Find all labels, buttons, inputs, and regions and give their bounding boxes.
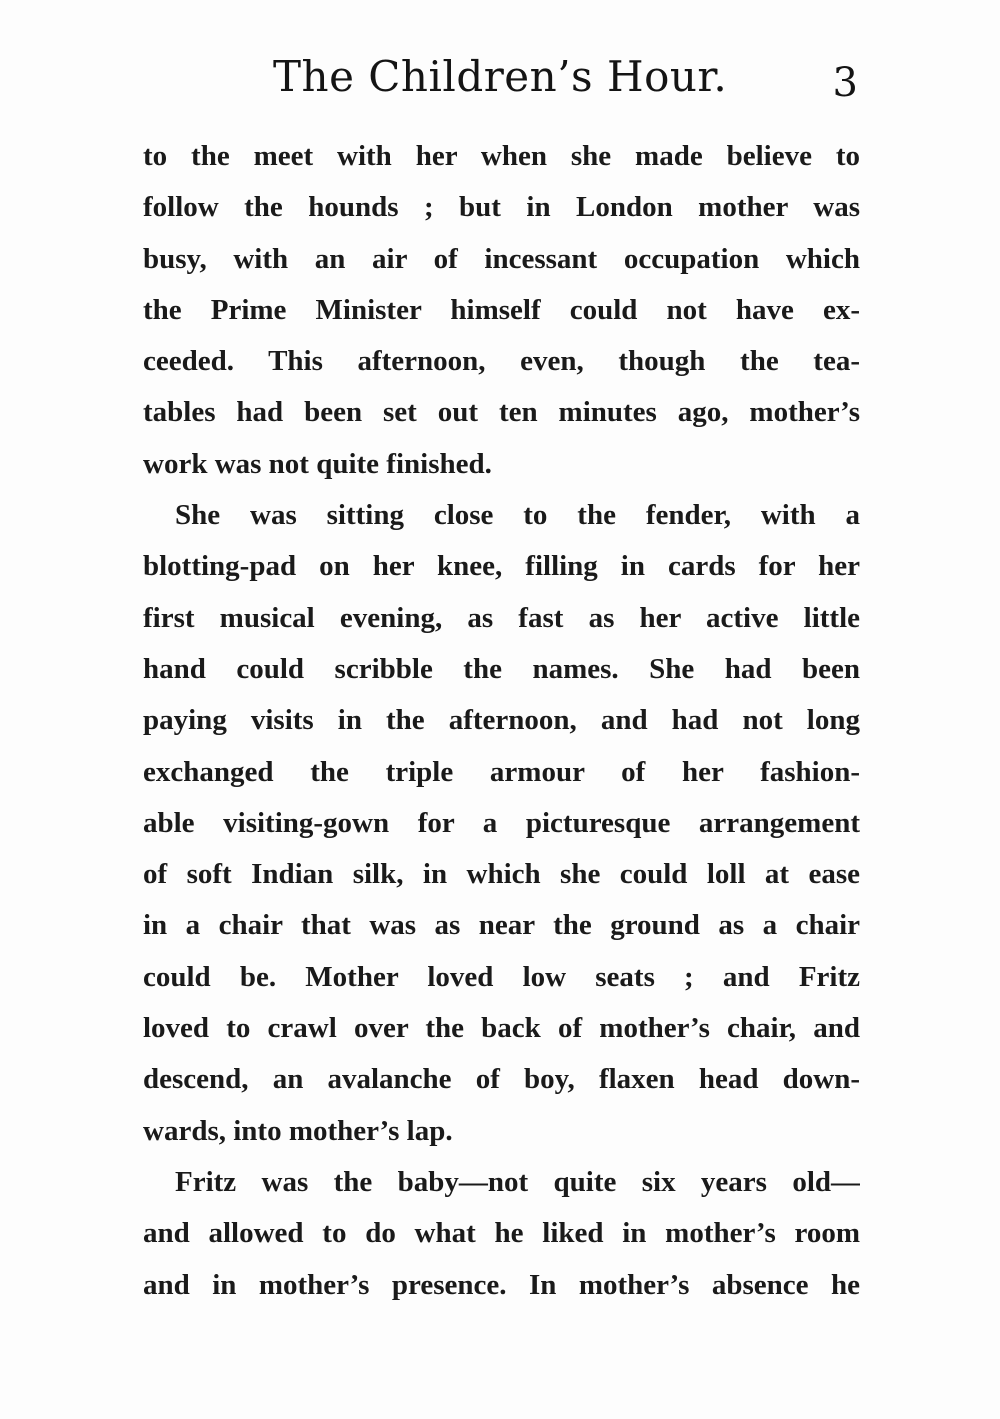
text-line: blotting-pad on her knee, filling in cards for her [143,550,860,583]
text-line: able visiting-gown for a picturesque arrangement [143,806,860,839]
text-line: of soft Indian silk, in which she could loll at ease [143,858,860,891]
text-line: paying visits in the afternoon, and had not long [143,704,860,737]
page-number: 3 [832,60,858,106]
text-line: wards, into mother’s lap. [143,1114,453,1147]
text-line: descend, an avalanche of boy, flaxen head down- [143,1063,860,1096]
text-line: and allowed to do what he liked in mother’s room [143,1217,860,1250]
text-line: Fritz was the baby—not quite six years old— [175,1165,860,1198]
text-line: to the meet with her when she made believe to [143,140,860,172]
paragraph-1 [143,131,860,490]
text-line: ceeded. This afternoon, even, though the tea- [143,345,860,378]
running-title: The Children’s Hour. [273,52,728,101]
text-line: could be. Mother loved low seats ; and Fritz [143,960,860,993]
text-line: work was not quite finished. [143,447,492,480]
body-text [143,131,860,1311]
page-header [143,52,860,112]
text-line: loved to crawl over the back of mother’s chair, and [143,1012,860,1045]
text-line: in a chair that was as near the ground as a chair [143,909,860,942]
text-line: exchanged the triple armour of her fashion- [143,755,860,788]
text-line: and in mother’s presence. In mother’s absence he [143,1268,860,1301]
paragraph-3 [143,1157,860,1311]
text-line: follow the hounds ; but in London mother was [143,191,860,224]
text-line: She was sitting close to the fender, with a [175,499,860,532]
text-line: hand could scribble the names. She had been [143,652,860,685]
text-line: first musical evening, as fast as her active little [143,601,860,634]
text-line: the Prime Minister himself could not have ex- [143,293,860,326]
paragraph-2 [143,490,860,1157]
text-line: busy, with an air of incessant occupation which [143,242,860,275]
text-line: tables had been set out ten minutes ago, mother’s [143,396,860,429]
